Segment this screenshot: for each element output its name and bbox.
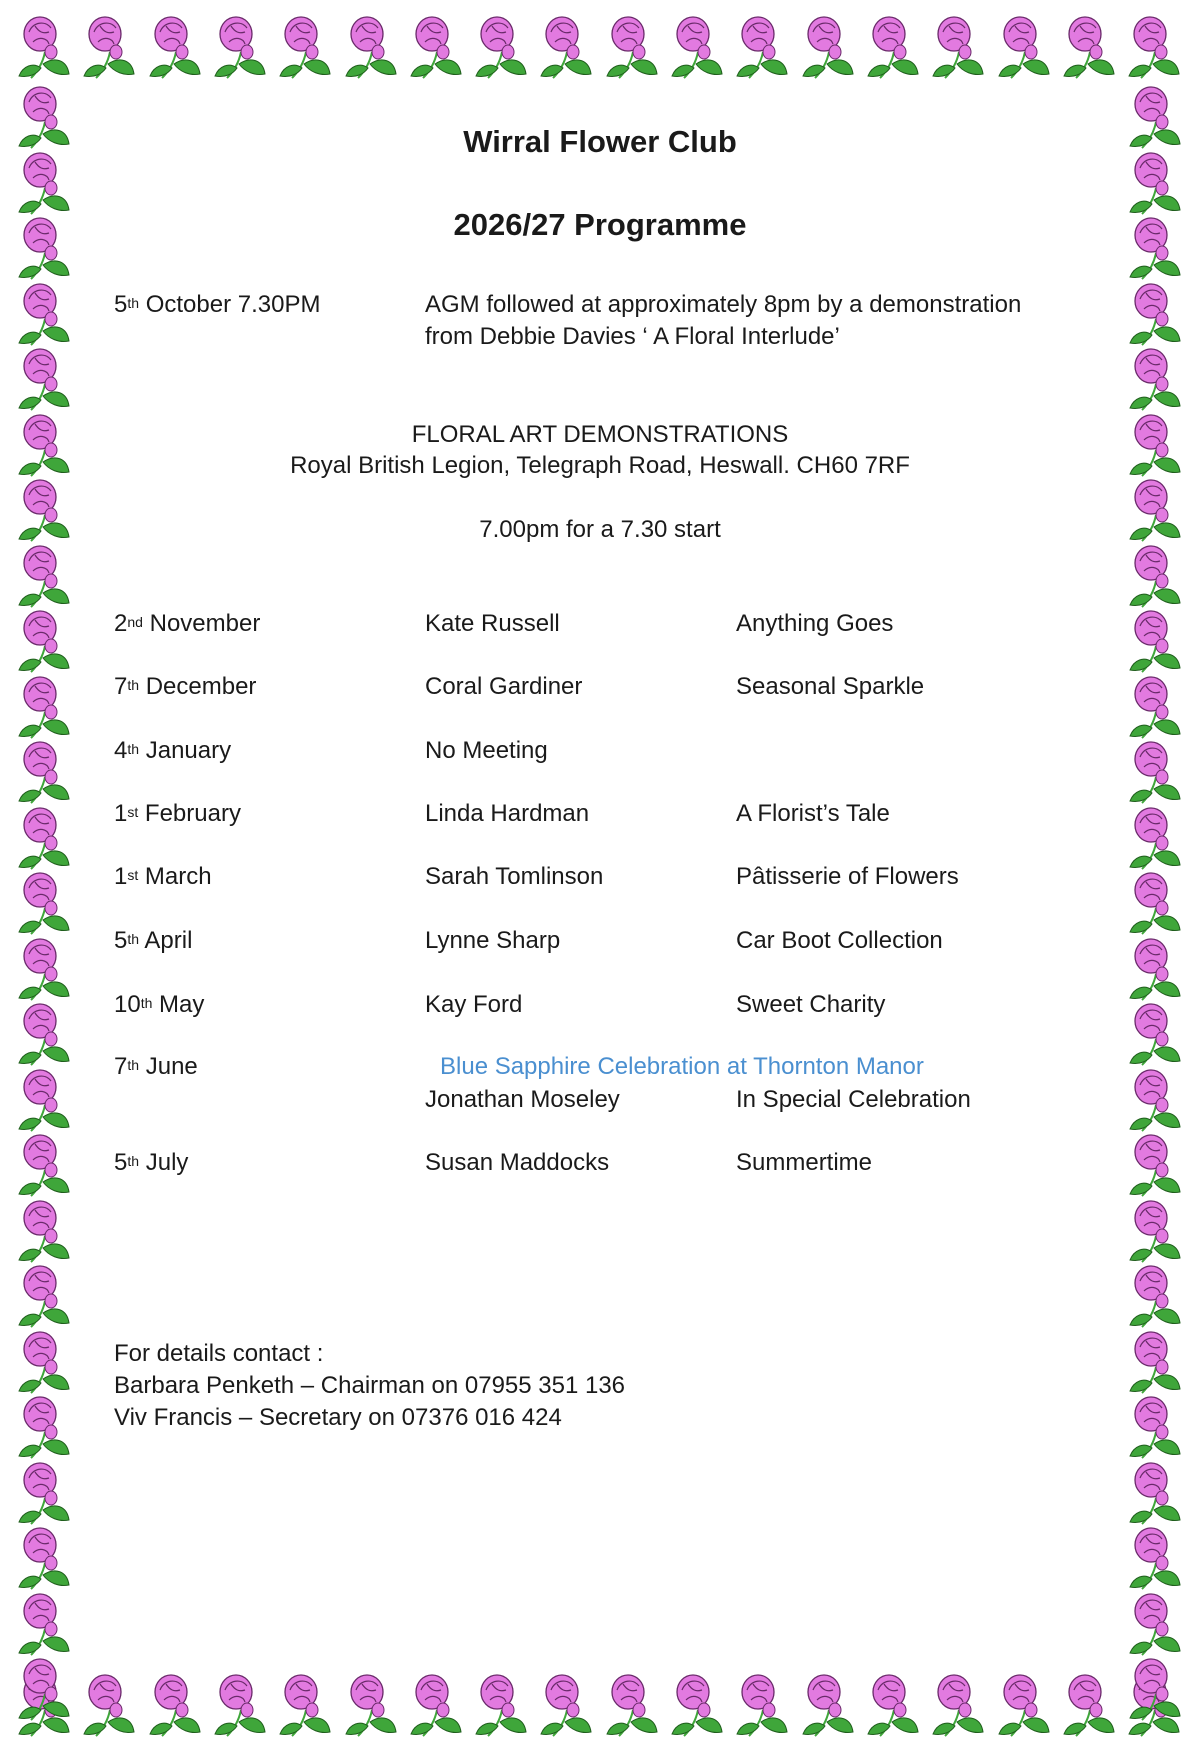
club-title: Wirral Flower Club — [463, 124, 737, 159]
rose-icon — [929, 12, 987, 80]
rose-icon — [1126, 999, 1184, 1067]
rose-icon — [211, 12, 269, 80]
rose-icon — [80, 1670, 138, 1738]
rose-icon — [1126, 1261, 1184, 1329]
rose-icon — [995, 1670, 1053, 1738]
rose-icon — [1126, 1523, 1184, 1591]
rose-icon — [799, 12, 857, 80]
rose-icon — [733, 1670, 791, 1738]
rose-icon — [1060, 1670, 1118, 1738]
rose-icon — [1126, 1327, 1184, 1395]
rose-icon — [603, 12, 661, 80]
venue-heading: FLORAL ART DEMONSTRATIONS — [411, 421, 789, 448]
event-presenter: Kay Ford — [425, 991, 523, 1018]
event-presenter: Sarah Tomlinson — [425, 863, 604, 890]
rose-icon — [80, 12, 138, 80]
rose-icon — [799, 1670, 857, 1738]
event-date: 7th December — [114, 673, 257, 700]
rose-icon — [15, 279, 73, 347]
event-theme: Seasonal Sparkle — [736, 673, 925, 700]
rose-icon — [1125, 12, 1183, 80]
rose-icon — [1126, 1065, 1184, 1133]
event-presenter: Coral Gardiner — [425, 673, 583, 700]
rose-icon — [15, 1458, 73, 1526]
rose-icon — [211, 1670, 269, 1738]
rose-icon — [15, 999, 73, 1067]
rose-icon — [1126, 1196, 1184, 1264]
rose-icon — [276, 12, 334, 80]
rose-icon — [1060, 12, 1118, 80]
rose-icon — [15, 803, 73, 871]
contact-heading: For details contact : — [114, 1340, 324, 1367]
rose-icon — [1126, 672, 1184, 740]
event-theme: Pâtisserie of Flowers — [736, 863, 959, 890]
event-theme: Sweet Charity — [736, 991, 886, 1018]
rose-icon — [407, 1670, 465, 1738]
rose-icon — [472, 1670, 530, 1738]
rose-icon — [15, 541, 73, 609]
rose-icon — [342, 1670, 400, 1738]
rose-icon — [15, 606, 73, 674]
rose-icon — [733, 12, 791, 80]
rose-icon — [1126, 868, 1184, 936]
rose-icon — [1126, 934, 1184, 1002]
event-theme: Anything Goes — [736, 610, 894, 637]
event-presenter: No Meeting — [425, 737, 548, 764]
rose-icon — [15, 1523, 73, 1591]
contact-secretary: Viv Francis – Secretary on 07376 016 424 — [114, 1404, 562, 1431]
event-date: 1st March — [114, 863, 212, 890]
rose-icon — [864, 12, 922, 80]
rose-icon — [1126, 541, 1184, 609]
event-presenter: Susan Maddocks — [425, 1149, 610, 1176]
agm-line-1: AGM followed at approximately 8pm by a demonstration — [425, 291, 1022, 318]
agm-date: 5th October 7.30PM — [114, 291, 321, 318]
event-theme: Car Boot Collection — [736, 927, 943, 954]
rose-icon — [1126, 1130, 1184, 1198]
rose-icon — [276, 1670, 334, 1738]
rose-icon — [15, 12, 73, 80]
event-presenter: Kate Russell — [425, 610, 560, 637]
event-special-note: Blue Sapphire Celebration at Thornton Manor — [440, 1053, 924, 1080]
rose-icon — [929, 1670, 987, 1738]
rose-icon — [472, 12, 530, 80]
rose-icon — [1126, 803, 1184, 871]
event-date: 1st February — [114, 800, 241, 827]
event-date: 7th June — [114, 1053, 198, 1080]
rose-icon — [146, 12, 204, 80]
rose-icon — [864, 1670, 922, 1738]
rose-icon — [668, 12, 726, 80]
rose-icon — [537, 12, 595, 80]
rose-icon — [15, 1130, 73, 1198]
rose-icon — [15, 868, 73, 936]
event-date: 10th May — [114, 991, 205, 1018]
rose-icon — [15, 1654, 73, 1722]
event-date: 4th January — [114, 737, 232, 764]
event-theme: Summertime — [736, 1149, 873, 1176]
event-date: 5th July — [114, 1149, 189, 1176]
rose-icon — [15, 1065, 73, 1133]
rose-icon — [1126, 1654, 1184, 1722]
rose-icon — [15, 672, 73, 740]
rose-icon — [537, 1670, 595, 1738]
venue-time: 7.00pm for a 7.30 start — [479, 516, 721, 543]
rose-icon — [15, 1392, 73, 1460]
rose-icon — [15, 1589, 73, 1657]
rose-icon — [15, 344, 73, 412]
event-presenter: Linda Hardman — [425, 800, 590, 827]
rose-icon — [1126, 344, 1184, 412]
event-date: 5th April — [114, 927, 193, 954]
rose-icon — [1126, 737, 1184, 805]
rose-icon — [15, 1327, 73, 1395]
event-date: 2nd November — [114, 610, 261, 637]
rose-icon — [603, 1670, 661, 1738]
event-presenter: Lynne Sharp — [425, 927, 561, 954]
rose-icon — [407, 12, 465, 80]
agm-line-2: from Debbie Davies ‘ A Floral Interlude’ — [425, 323, 840, 350]
rose-icon — [1126, 1589, 1184, 1657]
rose-icon — [668, 1670, 726, 1738]
rose-icon — [995, 12, 1053, 80]
contact-chairman: Barbara Penketh – Chairman on 07955 351 136 — [114, 1372, 626, 1399]
event-theme: A Florist’s Tale — [736, 800, 890, 827]
rose-icon — [15, 934, 73, 1002]
rose-icon — [15, 737, 73, 805]
rose-icon — [1126, 1392, 1184, 1460]
rose-icon — [146, 1670, 204, 1738]
venue-address: Royal British Legion, Telegraph Road, Heswall. CH60 7RF — [290, 452, 910, 479]
rose-icon — [15, 1261, 73, 1329]
rose-icon — [1126, 1458, 1184, 1526]
event-theme: In Special Celebration — [736, 1086, 971, 1113]
rose-icon — [342, 12, 400, 80]
rose-icon — [1126, 279, 1184, 347]
event-presenter: Jonathan Moseley — [425, 1086, 620, 1113]
rose-icon — [15, 1196, 73, 1264]
programme-title: 2026/27 Programme — [453, 207, 747, 242]
rose-icon — [1126, 606, 1184, 674]
